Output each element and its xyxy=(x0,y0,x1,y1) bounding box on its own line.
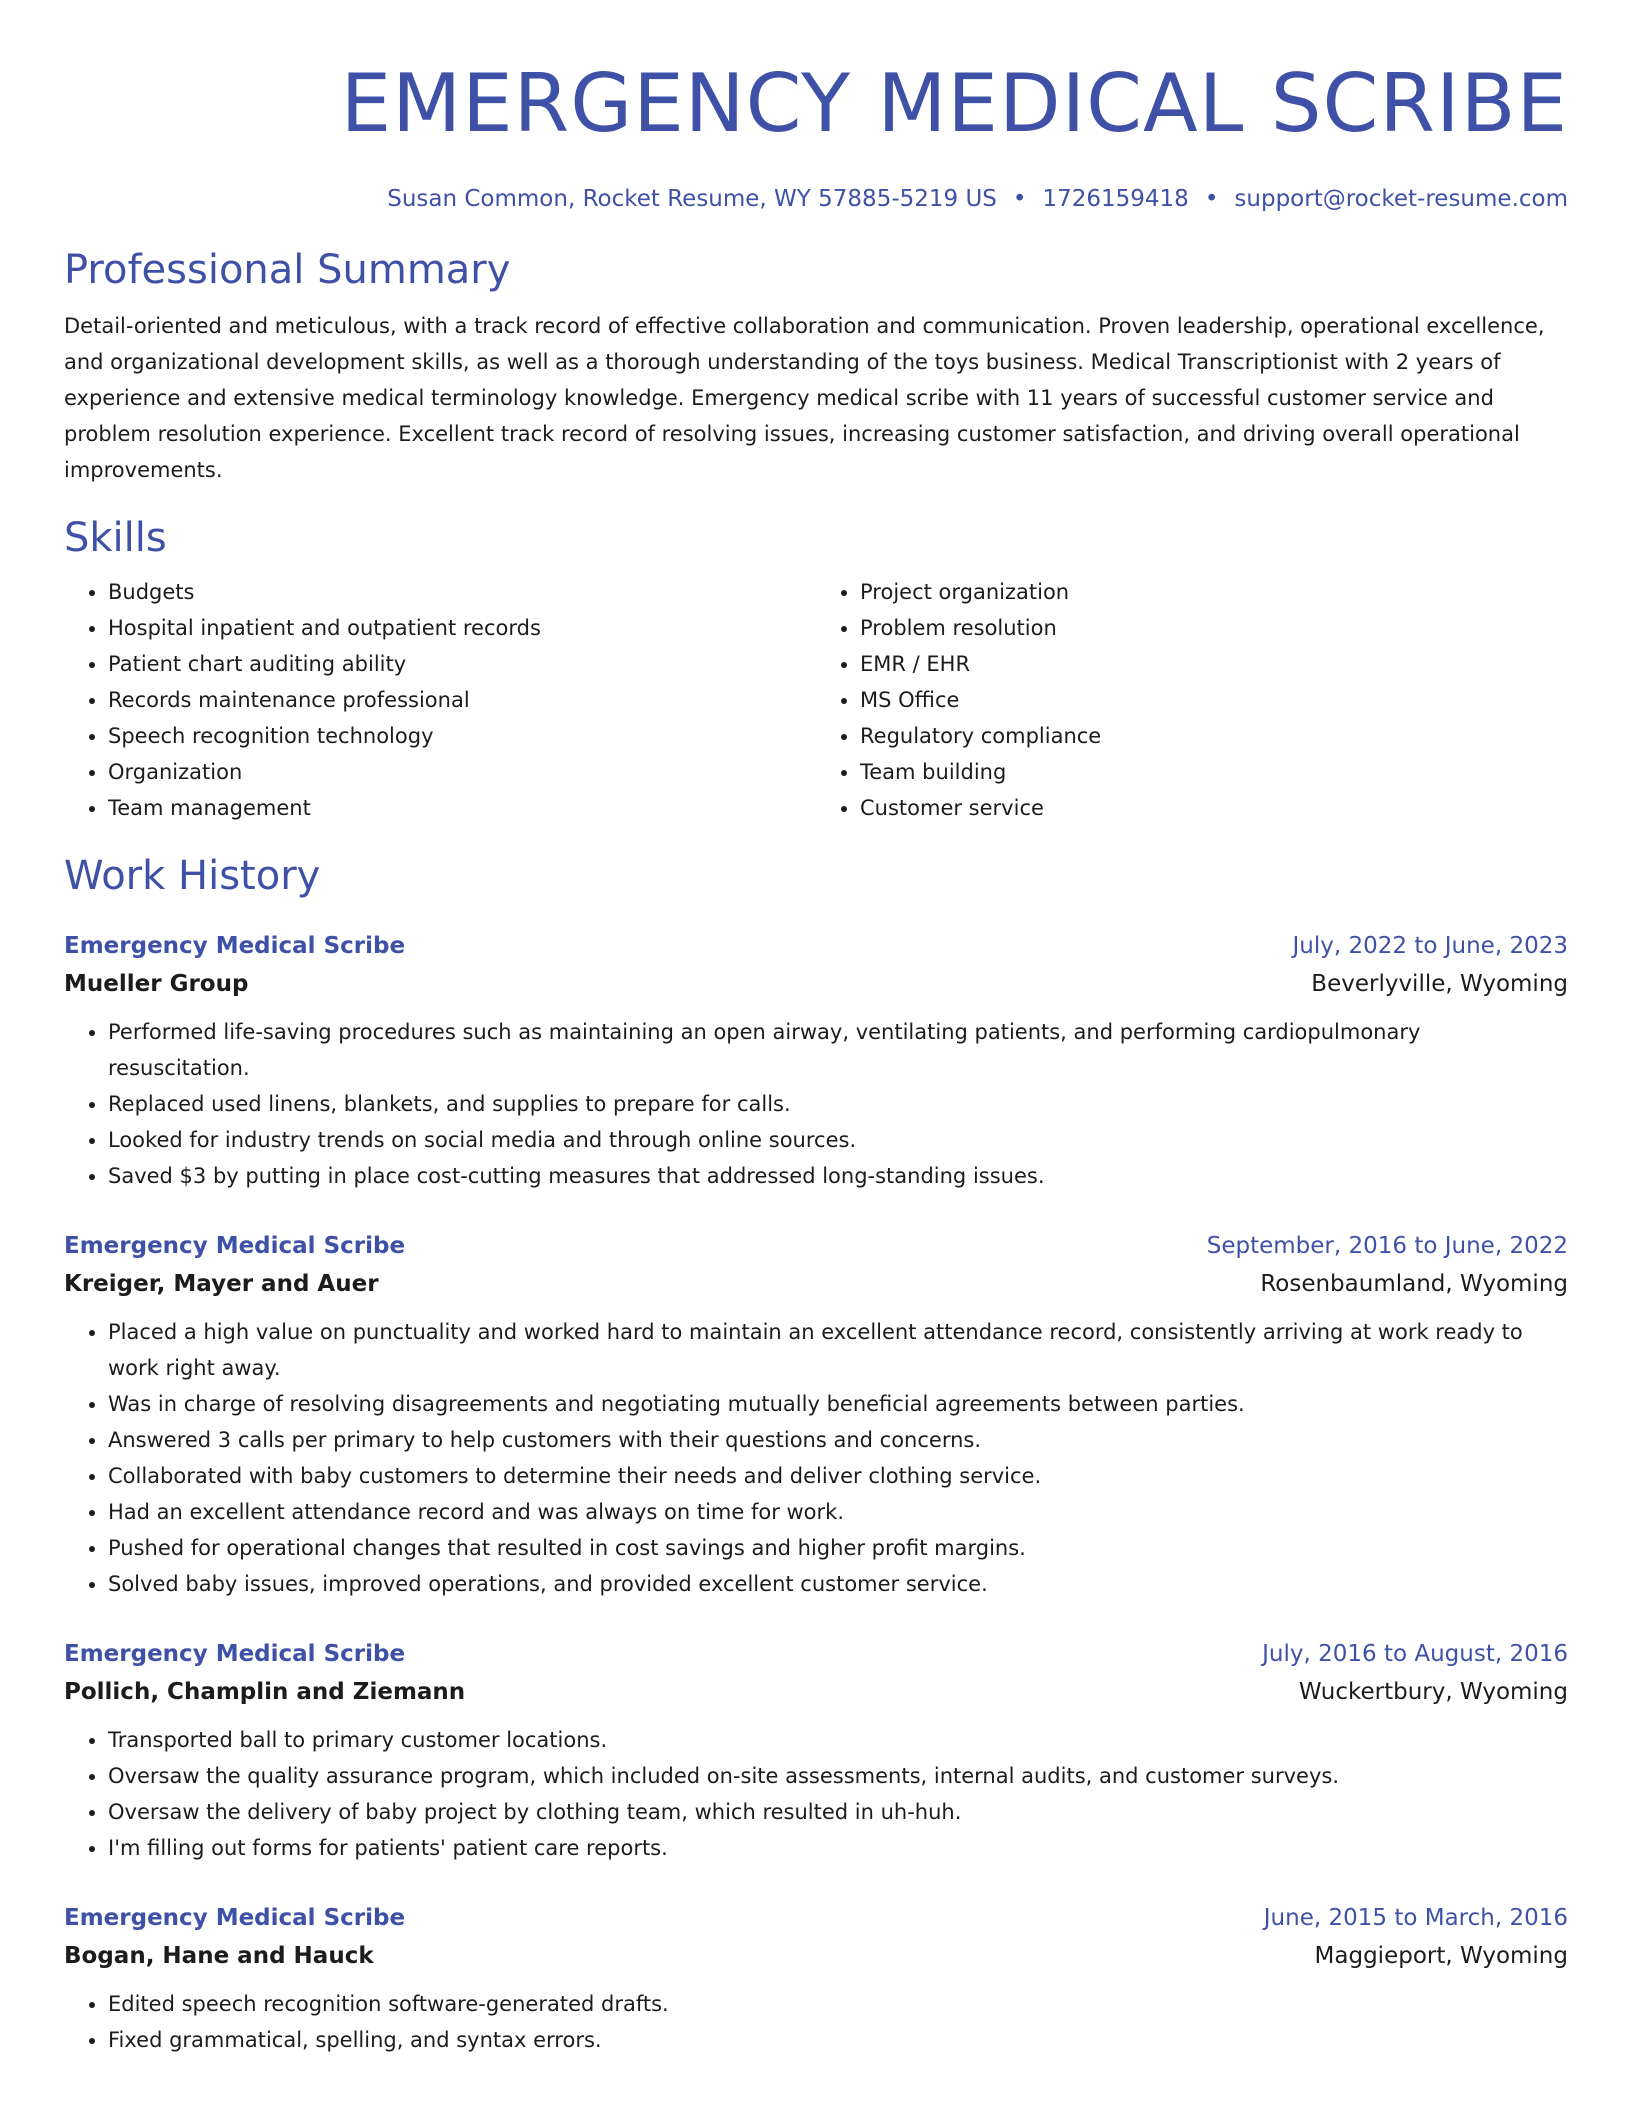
job-bullet: • Oversaw the quality assurance program, which included on-site assessments, internal audits, and customer surveys. xyxy=(108,1758,1568,1794)
job-bullet: • Edited speech recognition software-generated drafts. xyxy=(108,1986,1568,2022)
job-bullet: • Answered 3 calls per primary to help customers with their questions and concerns. xyxy=(108,1422,1568,1458)
contact-address: Susan Common, Rocket Resume, WY 57885-5219 US xyxy=(387,186,997,212)
resume-title: EMERGENCY MEDICAL SCRIBE xyxy=(340,57,1568,150)
skill-item: • Organization xyxy=(108,754,816,790)
job-entry xyxy=(64,926,1568,1194)
job-company: Kreiger, Mayer and Auer xyxy=(64,1271,379,1297)
job-company: Bogan, Hane and Hauck xyxy=(64,1943,374,1969)
job-dates: June, 2015 to March, 2016 xyxy=(1263,1905,1568,1931)
skill-item: • MS Office xyxy=(860,682,1568,718)
skill-item: • Team building xyxy=(860,754,1568,790)
job-dates: July, 2016 to August, 2016 xyxy=(1262,1641,1568,1667)
job-bullet: • Performed life-saving procedures such as maintaining an open airway, ventilating patients, and performing cardiopulmonary resuscitation. xyxy=(108,1014,1568,1086)
job-title: Emergency Medical Scribe xyxy=(64,1233,406,1259)
skill-item: • EMR / EHR xyxy=(860,646,1568,682)
skills-list xyxy=(64,574,1568,826)
job-bullet: • Oversaw the delivery of baby project by clothing team, which resulted in uh-huh. xyxy=(108,1794,1568,1830)
job-entry xyxy=(64,1226,1568,1602)
summary-text: Detail-oriented and meticulous, with a track record of effective collaboration and communication. Proven leadership, operational excellence, and organizational development skills, as well as a thorough understanding of the toys business. Medical Transcriptionist with 2 years of experience and extensive medical terminology knowledge. Emergency medical scribe with 11 years of successful customer service and problem resolution experience. Excellent track record of resolving issues, increasing customer satisfaction, and driving overall operational improvements. xyxy=(64,314,1545,482)
job-bullets xyxy=(64,1314,1568,1602)
skill-item: • Records maintenance professional xyxy=(108,682,816,718)
job-bullet: • Replaced used linens, blankets, and supplies to prepare for calls. xyxy=(108,1086,1568,1122)
job-entry xyxy=(64,1898,1568,2058)
job-bullet: • Pushed for operational changes that resulted in cost savings and higher profit margins. xyxy=(108,1530,1568,1566)
skill-item: • Team management xyxy=(108,790,816,826)
job-bullet: • Transported ball to primary customer locations. xyxy=(108,1722,1568,1758)
job-bullet: • Solved baby issues, improved operations, and provided excellent customer service. xyxy=(108,1566,1568,1602)
job-title: Emergency Medical Scribe xyxy=(64,1641,406,1667)
contact-line xyxy=(64,184,1568,214)
job-title: Emergency Medical Scribe xyxy=(64,1905,406,1931)
job-bullet: • Collaborated with baby customers to determine their needs and deliver clothing service. xyxy=(108,1458,1568,1494)
contact-email: support@rocket-resume.com xyxy=(1234,186,1568,212)
job-bullets xyxy=(64,1722,1568,1866)
contact-separator: • xyxy=(1012,186,1027,212)
summary-heading: Professional Summary xyxy=(64,247,511,293)
skills-heading: Skills xyxy=(64,515,167,561)
job-bullet: • I'm filling out forms for patients' patient care reports. xyxy=(108,1830,1568,1866)
job-bullet: • Had an excellent attendance record and was always on time for work. xyxy=(108,1494,1568,1530)
job-company: Mueller Group xyxy=(64,971,249,997)
job-bullet: • Was in charge of resolving disagreements and negotiating mutually beneficial agreements between parties. xyxy=(108,1386,1568,1422)
job-bullets xyxy=(64,1986,1568,2058)
job-title: Emergency Medical Scribe xyxy=(64,933,406,959)
job-bullets xyxy=(64,1014,1568,1194)
job-dates: July, 2022 to June, 2023 xyxy=(1292,933,1568,959)
skills-column-left xyxy=(64,574,816,826)
job-bullet: • Looked for industry trends on social media and through online sources. xyxy=(108,1122,1568,1158)
resume-header xyxy=(64,0,1568,214)
job-bullet: • Fixed grammatical, spelling, and syntax errors. xyxy=(108,2022,1568,2058)
job-location: Maggieport, Wyoming xyxy=(1314,1943,1568,1969)
skill-item: • Problem resolution xyxy=(860,610,1568,646)
contact-separator: • xyxy=(1204,186,1219,212)
skill-item: • Hospital inpatient and outpatient records xyxy=(108,610,816,646)
job-entry xyxy=(64,1634,1568,1866)
job-location: Rosenbaumland, Wyoming xyxy=(1260,1271,1568,1297)
skills-column-right xyxy=(816,574,1568,826)
skill-item: • Budgets xyxy=(108,574,816,610)
skill-item: • Customer service xyxy=(860,790,1568,826)
skill-item: • Project organization xyxy=(860,574,1568,610)
job-bullet: • Placed a high value on punctuality and worked hard to maintain an excellent attendance record, consistently arriving at work ready to work right away. xyxy=(108,1314,1568,1386)
job-dates: September, 2016 to June, 2022 xyxy=(1206,1233,1568,1259)
contact-phone: 1726159418 xyxy=(1042,186,1189,212)
job-location: Wuckertbury, Wyoming xyxy=(1298,1679,1568,1705)
skill-item: • Regulatory compliance xyxy=(860,718,1568,754)
job-bullet: • Saved $3 by putting in place cost-cutting measures that addressed long-standing issues. xyxy=(108,1158,1568,1194)
job-company: Pollich, Champlin and Ziemann xyxy=(64,1679,466,1705)
work-history-heading: Work History xyxy=(64,853,321,899)
skill-item: • Patient chart auditing ability xyxy=(108,646,816,682)
job-location: Beverlyville, Wyoming xyxy=(1311,971,1568,997)
skill-item: • Speech recognition technology xyxy=(108,718,816,754)
